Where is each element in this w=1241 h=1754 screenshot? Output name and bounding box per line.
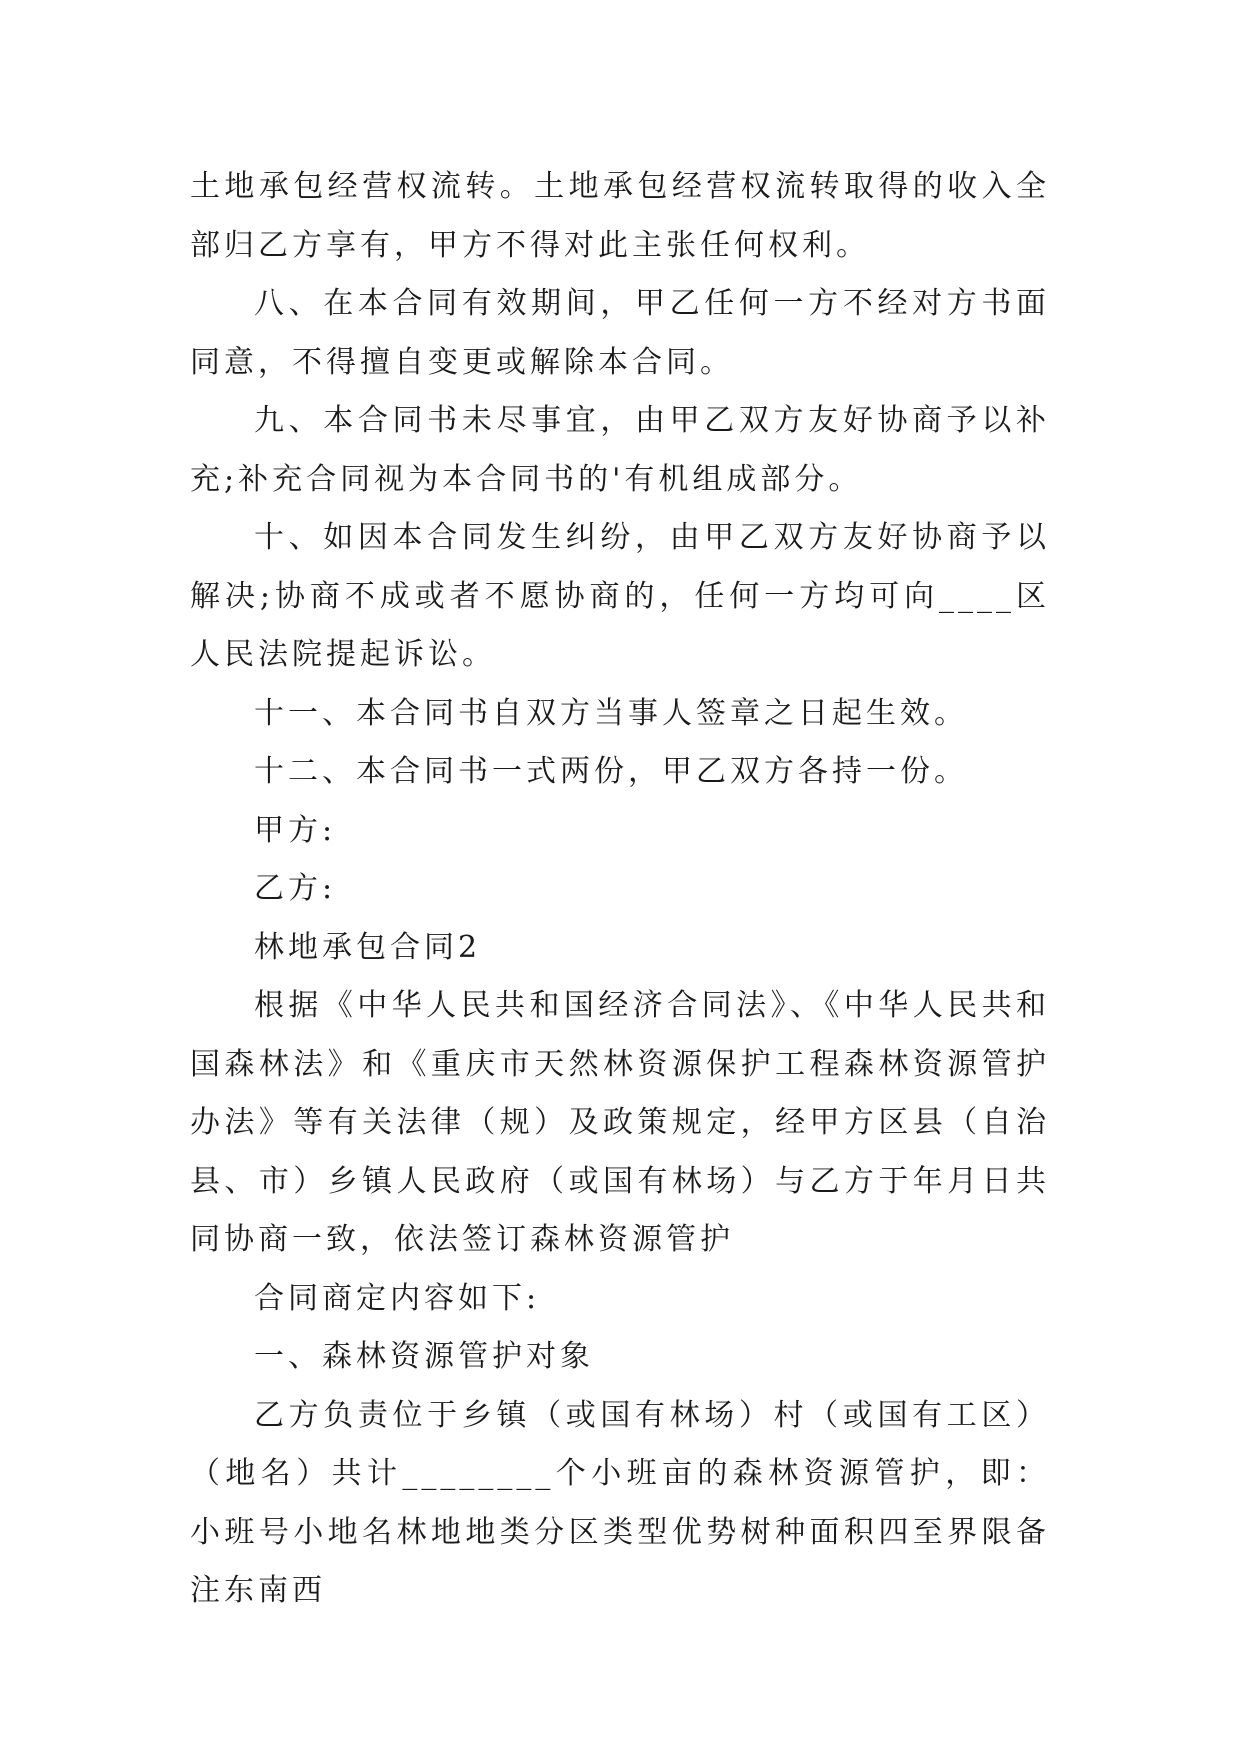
paragraph-clause-10: 十、如因本合同发生纠纷，由甲乙双方友好协商予以解决;协商不成或者不愿协商的，任何一方均可向____区人民法院提起诉讼。 xyxy=(190,520,1050,672)
document-body xyxy=(190,158,1050,1621)
section-1-heading: 一、森林资源管护对象 xyxy=(254,1339,594,1374)
contract-2-title: 林地承包合同2 xyxy=(254,929,482,965)
paragraph-clause-8: 八、在本合同有效期间，甲乙任何一方不经对方书面同意，不得擅自变更或解除本合同。 xyxy=(190,286,1050,380)
paragraph-content-intro: 合同商定内容如下: xyxy=(254,1280,541,1316)
paragraph-section-1-body: 乙方负责位于乡镇（或国有林场）村（或国有工区）（地名）共计________个小班亩的森林资源管护，即：小班号小地名林地地类分区类型优势树种面积四至界限备注东南西 xyxy=(190,1397,1050,1608)
party-b-label: 乙方: xyxy=(254,871,337,906)
paragraph-continued-transfer: 土地承包经营权流转。土地承包经营权流转取得的收入全部归乙方享有，甲方不得对此主张任何权利。 xyxy=(190,169,1050,263)
paragraph-legal-basis: 根据《中华人民共和国经济合同法》、《中华人民共和国森林法》和《重庆市天然林资源保护工程森林资源管护办法》等有关法律（规）及政策规定，经甲方区县（自治县、市）乡镇人民政府（或国有林场）与乙方于年月日共同协商一致，依法签订森林资源管护 xyxy=(190,988,1050,1257)
party-a-label: 甲方: xyxy=(254,812,337,848)
paragraph-clause-9: 九、本合同书未尽事宜，由甲乙双方友好协商予以补充;补充合同视为本合同书的'有机组成部分。 xyxy=(190,403,1050,497)
paragraph-clause-12: 十二、本合同书一式两份，甲乙双方各持一份。 xyxy=(254,754,968,789)
paragraph-clause-11: 十一、本合同书自双方当事人签章之日起生效。 xyxy=(254,695,968,731)
